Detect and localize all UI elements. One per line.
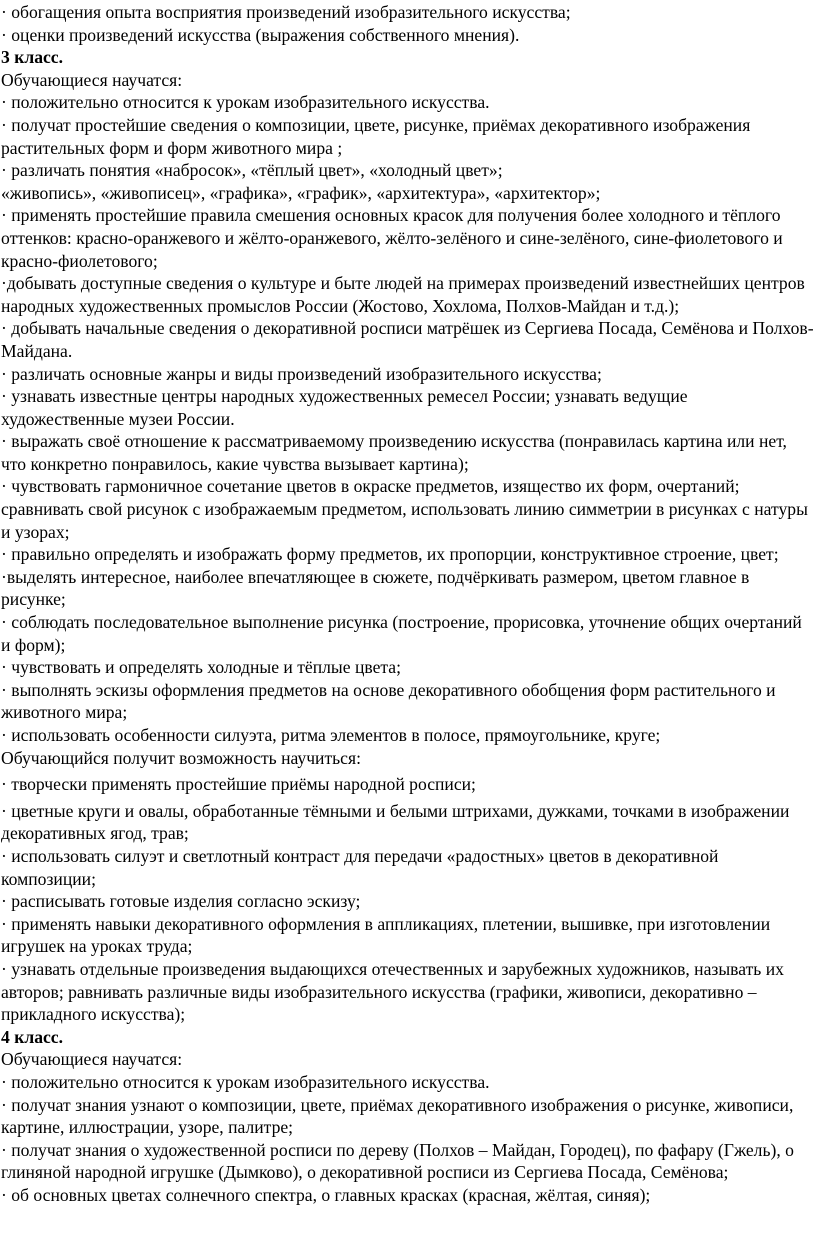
list-item: ·выделять интересное, наиболее впечатляющее в сюжете, подчёркивать размером, цветом главное в рисунке;: [1, 566, 750, 610]
list-item: · узнавать отдельные произведения выдающихся отечественных и зарубежных художников, называть их авторов; равнивать различные виды изобразительного искусства (графики, живописи, декоративно – прикладного искусства);: [1, 958, 784, 1025]
grade-3-opportunity-intro: Обучающийся получит возможность научиться:: [1, 747, 361, 768]
grade-3-section: [1, 46, 814, 1026]
intro-item: · обогащения опыта восприятия произведений изобразительного искусства;: [1, 2, 571, 22]
intro-list: [1, 1, 814, 46]
list-item: · добывать начальные сведения о декоративной росписи матрёшек из Сергиева Посада, Семёнова и Полхов-Майдана.: [1, 318, 814, 361]
list-item: · чувствовать гармоничное сочетание цветов в окраске предметов, изящество их форм, очертаний; сравнивать свой рисунок с изображаемым предметом, использовать линию симметрии в рисунках с натуры и узорах;: [1, 476, 808, 542]
list-item: · об основных цветах солнечного спектра, о главных красках (красная, жёлтая, синяя);: [1, 1184, 651, 1205]
list-item: · положительно относится к урокам изобразительного искусства.: [1, 92, 490, 113]
grade-4-learn-list: [1, 1071, 814, 1207]
grade-4-heading: 4 класс.: [1, 1026, 64, 1047]
grade-4-learn-intro: Обучающиеся научатся:: [1, 1049, 183, 1070]
list-item: · различать понятия «набросок», «тёплый цвет», «холодный цвет»;: [1, 160, 503, 181]
list-item: · выполнять эскизы оформления предметов на основе декоративного обобщения форм растительного и животного мира;: [1, 679, 776, 723]
list-item: · расписывать готовые изделия согласно эскизу;: [1, 891, 361, 912]
list-item: · получат знания о художественной росписи по дереву (Полхов – Майдан, Городец), по фафару (Гжель), о глиняной народной игрушке (Дымково), о декоративной росписи из Сергиева Посада, Семёнова;: [1, 1139, 794, 1183]
list-item: · получат простейшие сведения о композиции, цвете, рисунке, приёмах декоративного изображения растительных форм и форм животного мира ;: [1, 114, 751, 158]
list-item: · положительно относится к урокам изобразительного искусства.: [1, 1071, 490, 1092]
list-item: · использовать особенности силуэта, ритма элементов в полосе, прямоугольнике, круге;: [1, 725, 661, 745]
intro-item: · оценки произведений искусства (выражения собственного мнения).: [1, 24, 520, 45]
list-item: · цветные круги и овалы, обработанные тёмными и белыми штрихами, дужками, точками в изображении декоративных ягод, трав;: [1, 800, 790, 844]
list-item: · узнавать известные центры народных художественных ремесел России; узнавать ведущие художественные музеи России.: [1, 386, 688, 429]
list-item: · получат знания узнают о композиции, цвете, приёмах декоративного изображения о рисунке, живописи, картине, иллюстрации, узоре, палитре;: [1, 1094, 794, 1138]
list-item: · применять навыки декоративного оформления в аппликациях, плетении, вышивке, при изготовлении игрушек на уроках труда;: [1, 913, 771, 957]
list-item: · применять простейшие правила смешения основных красок для получения более холодного и тёплого оттенков: красно-оранжевого и жёлто-оранжевого, жёлто-зелёного и сине-зелёного, сине-фиолетового и красно-фиолетового;: [1, 205, 783, 271]
grade-3-heading: 3 класс.: [1, 47, 64, 68]
grade-4-section: [1, 1026, 814, 1207]
list-item: · использовать силуэт и светлотный контраст для передачи «радостных» цветов в декоративной композиции;: [1, 845, 719, 889]
list-item: · соблюдать последовательное выполнение рисунка (построение, прорисовка, уточнение общих очертаний и форм);: [1, 612, 802, 655]
grade-3-opportunity-list: [1, 773, 814, 1026]
list-item: · различать основные жанры и виды произведений изобразительного искусства;: [1, 363, 602, 384]
list-item: ·добывать доступные сведения о культуре и быте людей на примерах произведений известнейших центров народных художественных промыслов России (Жостово, Хохлома, Полхов-Майдан и т.д.);: [1, 273, 805, 316]
list-item: «живопись», «живописец», «графика», «график», «архитектура», «архитектор»;: [1, 182, 601, 203]
list-item: · выражать своё отношение к рассматриваемому произведению искусства (понравилась картина или нет, что конкретно понравилось, какие чувства вызывает картина);: [1, 431, 787, 474]
grade-3-learn-list: [1, 91, 814, 746]
list-item: · правильно определять и изображать форму предметов, их пропорции, конструктивное строение, цвет;: [1, 544, 779, 565]
grade-3-learn-intro: Обучающиеся научатся:: [1, 69, 183, 90]
list-item: · творчески применять простейшие приёмы народной росписи;: [1, 774, 476, 795]
list-item: · чувствовать и определять холодные и тёплые цвета;: [1, 657, 401, 678]
